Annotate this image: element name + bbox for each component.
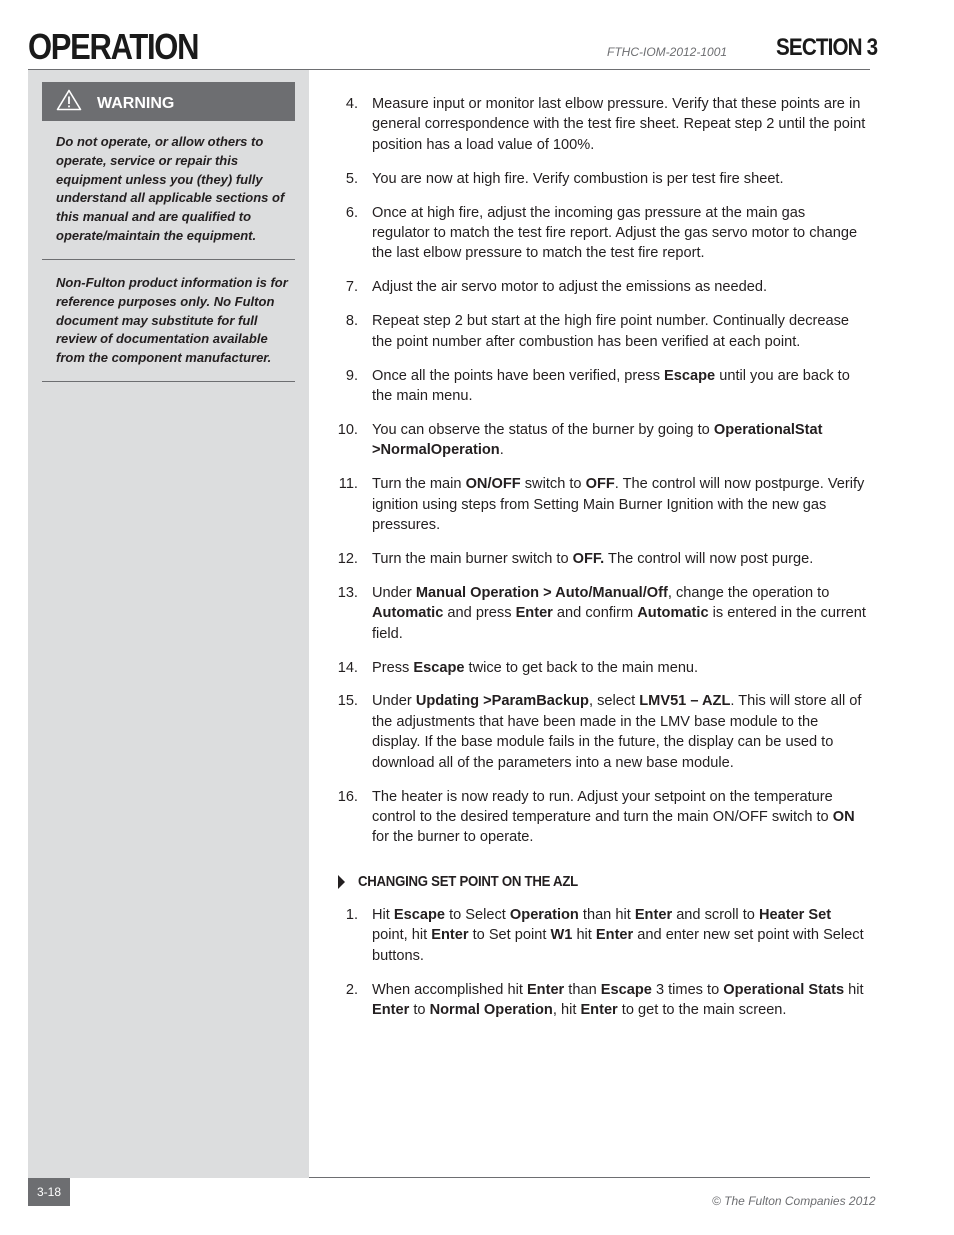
step-text-bold: Enter [595, 927, 634, 944]
step-text-bold: Automatic [372, 605, 444, 622]
subheading-text: CHANGING SET POINT ON THE AZL [358, 873, 578, 890]
step-text-bold: Enter [431, 927, 469, 944]
sidebar-divider [42, 381, 295, 382]
step-text: Under [372, 693, 416, 710]
step-text: . The control will now postpurge. Verify ignition using steps from Setting Main Burner Ignition with the new gas pressures. [372, 476, 865, 533]
step-number: 8. [345, 313, 358, 330]
step-text-bold: LMV51 – AZL [639, 693, 731, 710]
step-text: , hit [552, 1002, 581, 1019]
step-number: 14. [337, 659, 358, 676]
step-number: 2. [345, 981, 358, 998]
document-number: FTHC-IOM-2012-1001 [607, 45, 728, 59]
step-text: Turn the main burner switch to [372, 550, 573, 567]
setpoint-steps [336, 905, 866, 1034]
triangle-right-icon [338, 875, 345, 889]
step-text: . This will store all of the adjustments that have been made in the LMV base module to the display. If the base module fails in the future, the display can be used to download all of the parameters into a new base module. [372, 693, 862, 771]
warning-note: Do not operate, or allow others to operate, service or repair this equipment unless you (they) fully understand all applicable sections of this manual and are qualified to operate/maintain the equipment. [56, 134, 285, 243]
step-text-bold: Operational Stats [723, 981, 845, 998]
step-text-bold: OFF. [572, 550, 605, 567]
copyright-text: © The Fulton Companies 2012 [712, 1194, 876, 1208]
step-text: hit [572, 927, 596, 944]
warning-banner [42, 82, 295, 121]
step-text: and confirm [552, 605, 638, 622]
list-item [336, 169, 866, 189]
step-text-bold: Escape [393, 907, 446, 923]
step-text: until you are back to the main menu. [372, 367, 850, 404]
step-text-bold: Operation [509, 907, 579, 923]
step-text: than hit [578, 907, 635, 923]
section-label: SECTION 3 [776, 34, 878, 61]
step-number: 4. [345, 96, 358, 112]
procedure-steps [336, 94, 866, 861]
step-number: 16. [337, 788, 358, 805]
step-text: for the burner to operate. [372, 829, 534, 846]
step-text: Once at high fire, adjust the incoming gas pressure at the main gas regulator to match the test fire report. Adjust the gas servo motor to change the last elbow pressure to match the test fire report. [372, 204, 858, 262]
step-text: Measure input or monitor last elbow pressure. Verify that these points are in general correspondence with the test fire sheet. Repeat step 2 until the point position has a load value of 100%. [372, 96, 866, 153]
step-text: and enter new set point with Select buttons. [372, 927, 864, 964]
list-item [336, 980, 866, 1021]
step-text: and scroll to [672, 907, 759, 923]
list-item [336, 787, 866, 848]
step-text: twice to get back to the main menu. [464, 659, 699, 676]
step-text-bold: Escape [413, 659, 465, 676]
step-text: switch to [520, 476, 586, 493]
step-text: is entered in the current field. [372, 605, 866, 642]
step-text-bold: Enter [580, 1002, 618, 1019]
step-text: and press [443, 605, 516, 622]
step-number: 10. [337, 421, 358, 438]
list-item [336, 94, 866, 155]
step-text-bold: Enter [515, 605, 553, 622]
step-text: to Set point [468, 927, 551, 944]
step-text: hit [844, 981, 864, 998]
list-item [336, 658, 866, 678]
step-number: 9. [345, 367, 358, 384]
step-number: 11. [338, 476, 358, 493]
step-text: , change the operation to [667, 584, 830, 601]
page-title: OPERATION [28, 26, 199, 67]
list-item [336, 905, 866, 966]
step-number: 12. [337, 550, 358, 567]
disclaimer-note: Non-Fulton product information is for reference purposes only. No Fulton document may substitute for full review of documentation available from the component manufacturer. [56, 275, 288, 366]
page-number: 3-18 [28, 1178, 70, 1206]
warning-triangle-icon [56, 89, 82, 111]
footer-divider [309, 1177, 870, 1178]
step-text: When accomplished hit [372, 981, 527, 998]
list-item [336, 311, 866, 352]
step-text-bold: Escape [664, 367, 716, 384]
step-text: You are now at high fire. Verify combustion is per test fire sheet. [372, 170, 784, 187]
list-item [336, 420, 866, 461]
step-text: to Select [445, 907, 510, 923]
step-text: to [409, 1002, 430, 1019]
step-text-bold: Normal Operation [429, 1002, 553, 1019]
step-text-bold: Enter [526, 981, 565, 998]
step-text-bold: Heater Set [758, 907, 832, 923]
step-text: 3 times to [651, 981, 724, 998]
list-item [336, 691, 866, 773]
step-text-bold: W1 [550, 927, 573, 944]
step-text: Once all the points have been verified, press [372, 367, 665, 384]
step-text-bold: ON/OFF [465, 476, 521, 493]
step-text-bold: Enter [634, 907, 673, 923]
step-text: Turn the main [372, 476, 466, 493]
list-item [336, 583, 866, 644]
step-number: 1. [345, 907, 358, 923]
step-text-bold: Enter [372, 1002, 410, 1019]
list-item [336, 474, 866, 535]
step-text: Repeat step 2 but start at the high fire point number. Continually decrease the point number after combustion has been verified at each point. [372, 313, 850, 350]
step-text-bold: OperationalStat >NormalOperation [372, 421, 823, 459]
step-text: The heater is now ready to run. Adjust your setpoint on the temperature control to the desired temperature and turn the main ON/OFF switch to [372, 788, 833, 825]
step-text: Under [372, 584, 416, 601]
step-number: 7. [345, 279, 358, 296]
list-item [336, 549, 866, 569]
step-text: than [564, 981, 601, 998]
list-item [336, 277, 866, 297]
step-text-bold: Manual Operation > Auto/Manual/Off [415, 584, 668, 601]
step-text: point, hit [372, 927, 432, 944]
step-text-bold: Updating >ParamBackup [415, 693, 589, 710]
step-number: 6. [345, 204, 358, 221]
sidebar-divider [42, 259, 295, 260]
step-text: to get to the main screen. [617, 1002, 787, 1019]
step-number: 5. [345, 170, 358, 187]
step-number: 13. [337, 584, 358, 601]
step-text-bold: ON [832, 808, 855, 825]
step-text: Press [372, 659, 414, 676]
step-text: The control will now post purge. [604, 550, 814, 567]
warning-label: WARNING [97, 95, 175, 112]
step-text: , select [588, 693, 640, 710]
step-text: Adjust the air servo motor to adjust the emissions as needed. [372, 279, 768, 296]
step-text: Hit [372, 907, 394, 923]
step-text-bold: Automatic [637, 605, 709, 622]
list-item [336, 203, 866, 264]
step-text-bold: Escape [600, 981, 652, 998]
step-text: . [499, 442, 504, 459]
step-text: You can observe the status of the burner by going to [372, 421, 714, 438]
list-item [336, 366, 866, 407]
step-text-bold: OFF [585, 476, 615, 493]
step-number: 15. [337, 693, 358, 710]
